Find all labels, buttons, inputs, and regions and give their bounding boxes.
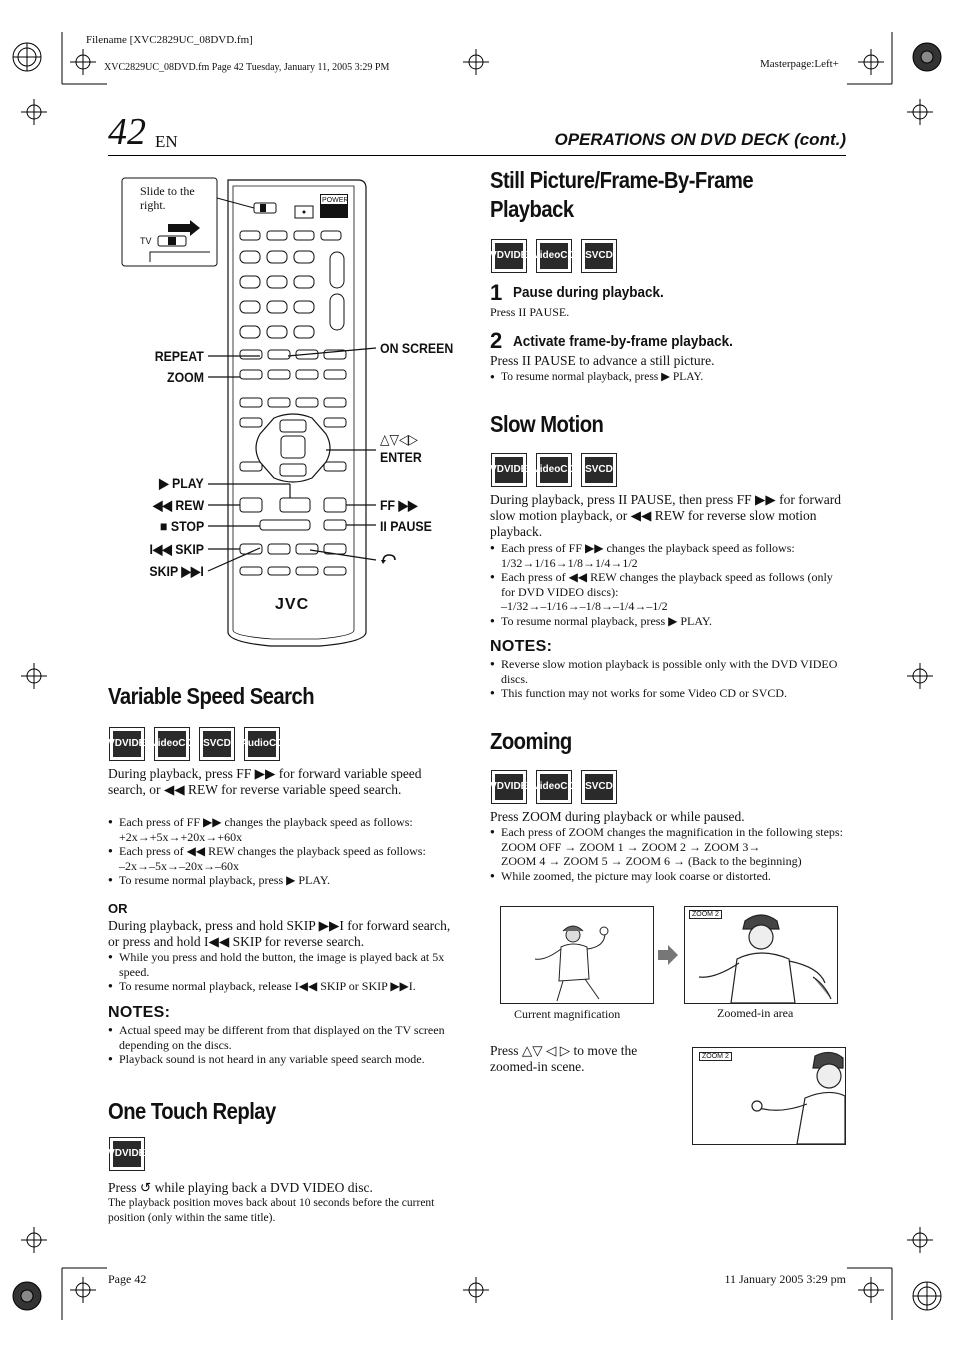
zoomed-in-image: [684, 906, 838, 1004]
step-1-text: Press II PAUSE.: [490, 305, 570, 319]
stop-label: ■ STOP: [159, 518, 204, 534]
notes-title: NOTES:: [490, 638, 553, 655]
arrow-right-icon: [656, 944, 680, 966]
variable-speed-intro2: During playback, press and hold SKIP ▶▶I for forward search, or press and hold I◀◀ SKIP for reverse search.: [108, 918, 451, 949]
arrow-keys-label: △▽◁▷: [380, 431, 418, 447]
pitcher-illustration: [501, 907, 653, 1003]
video-cd-badge: Video CD: [536, 239, 572, 273]
rew-label: ◀◀ REW: [152, 497, 204, 513]
crosshair-icon: [21, 1227, 47, 1253]
step-2-bullet: [490, 370, 703, 385]
bullet-item: ● Each press of FF ▶▶ changes the playback speed as follows:: [490, 541, 845, 556]
still-title-line1: Still Picture/Frame-By-Frame: [490, 167, 754, 193]
zoom-tag: ZOOM 2: [689, 910, 722, 919]
bullet-item: ● To resume normal playback, press ▶ PLAY.: [108, 873, 463, 888]
dvd-video-badge: DVD VIDEO: [109, 1137, 145, 1171]
crosshair-icon: [70, 49, 96, 75]
slow-motion-title: Slow Motion: [490, 411, 604, 437]
crosshair-icon: [907, 99, 933, 125]
file-info: XVC2829UC_08DVD.fm Page 42 Tuesday, January 11, 2005 3:29 PM: [104, 62, 390, 73]
variable-speed-bullets: [108, 815, 463, 888]
filename-label: Filename [XVC2829UC_08DVD.fm]: [86, 34, 253, 46]
note-item: ● Reverse slow motion playback is possible only with the DVD VIDEO discs.: [490, 657, 845, 686]
remote-brand: JVC: [275, 596, 310, 613]
zoom-label: ZOOM: [167, 369, 204, 385]
dvd-video-badge: DVD VIDEO: [109, 727, 145, 761]
enter-label: ENTER: [380, 449, 422, 465]
speed-sequence: 1/32→1/16→1/8→1/4→1/2: [501, 555, 638, 570]
notes-title: NOTES:: [108, 1004, 171, 1021]
step-2-number: 2: [490, 328, 503, 353]
one-touch-title: One Touch Replay: [108, 1098, 276, 1124]
footer-date: 11 January 2005 3:29 pm: [724, 1272, 846, 1286]
zoom-steps-line1: ZOOM OFF → ZOOM 1 → ZOOM 2 → ZOOM 3→: [501, 839, 761, 854]
bullet-item: ● Each press of ◀◀ REW changes the playback speed as follows:: [108, 844, 463, 859]
zoom-move-text: Press △▽ ◁ ▷ to move the zoomed-in scene.: [490, 1043, 638, 1074]
slow-motion-bullets: [490, 541, 845, 629]
moved-zoom-image: [692, 1047, 846, 1145]
svcd-badge: SVCD: [581, 453, 617, 487]
skip-back-label: I◀◀ SKIP: [149, 541, 204, 557]
variable-speed-intro: During playback, press FF ▶▶ for forward variable speed search, or ◀◀ REW for reverse variable speed search.: [108, 766, 422, 797]
header-rule: [108, 155, 846, 156]
or-label: OR: [108, 901, 128, 916]
crosshair-icon: [858, 49, 884, 75]
dvd-video-badge: DVD VIDEO: [491, 239, 527, 273]
corner-rosette-icon: [13, 43, 41, 71]
variable-speed-title: Variable Speed Search: [108, 683, 315, 709]
power-button-label: POWER: [322, 197, 349, 204]
corner-rosette-icon: [913, 1282, 941, 1310]
svcd-badge: SVCD: [581, 239, 617, 273]
step-1-number: 1: [490, 280, 503, 305]
svcd-badge: SVCD: [199, 727, 235, 761]
caption-zoomed: Zoomed-in area: [717, 1006, 794, 1020]
speed-sequence: +2x→+5x→+20x→+60x: [119, 829, 243, 844]
video-cd-badge: Video CD: [154, 727, 190, 761]
zoom-tag: ZOOM 2: [699, 1052, 732, 1061]
crosshair-icon: [70, 1277, 96, 1303]
bullet-item: ● Each press of ◀◀ REW changes the playback speed as follows (only for DVD VIDEO discs):: [490, 570, 845, 599]
slow-motion-notes: [490, 657, 845, 701]
tv-label: TV: [140, 236, 152, 246]
play-label: ▶ PLAY: [159, 475, 204, 491]
crosshair-icon: [463, 49, 489, 75]
footer-page: Page 42: [108, 1272, 147, 1286]
step-2-text: Press II PAUSE to advance a still picture.: [490, 353, 715, 368]
variable-speed-notes: [108, 1023, 463, 1067]
step-1-title: Pause during playback.: [513, 284, 664, 301]
pitcher-panned-illustration: [693, 1048, 845, 1144]
current-magnification-image: [500, 906, 654, 1004]
audio-cd-badge: Audio CD: [244, 727, 280, 761]
zooming-title: Zooming: [490, 728, 572, 754]
zooming-bullets: [490, 825, 845, 883]
one-touch-text: Press ↺ while playing back a DVD VIDEO disc.: [108, 1180, 373, 1195]
crosshair-icon: [463, 1277, 489, 1303]
note-item: ● Playback sound is not heard in any variable speed search mode.: [108, 1052, 463, 1067]
bullet-item: ● To resume normal playback, release I◀◀ SKIP or SKIP ▶▶I.: [108, 979, 463, 994]
dvd-video-badge: DVD VIDEO: [491, 770, 527, 804]
bullet-item: ● To resume normal playback, press ▶ PLAY.: [490, 614, 845, 629]
pause-label: II PAUSE: [380, 518, 432, 534]
masterpage-label: Masterpage:Left+: [760, 58, 839, 70]
svcd-badge: SVCD: [581, 770, 617, 804]
crosshair-icon: [21, 663, 47, 689]
note-item: ● This function may not works for some Video CD or SVCD.: [490, 686, 845, 701]
speed-sequence: –2x→–5x→–20x→–60x: [119, 858, 239, 873]
skip-forward-label: SKIP ▶▶I: [149, 563, 204, 579]
replay-icon: [380, 552, 398, 566]
page-lang: EN: [155, 132, 178, 151]
variable-speed-bullets2: [108, 950, 463, 994]
bullet-item: ● While you press and hold the button, the image is played back at 5x speed.: [108, 950, 463, 979]
zoom-steps-line2: ZOOM 4 → ZOOM 5 → ZOOM 6 → (Back to the beginning): [501, 854, 802, 869]
page-number: 42: [108, 111, 146, 153]
section-title: OPERATIONS ON DVD DECK (cont.): [554, 130, 846, 149]
note-item: ● Actual speed may be different from that displayed on the TV screen depending on the discs.: [108, 1023, 463, 1052]
remote-callout: Slide to the right.: [140, 184, 195, 212]
slow-motion-intro: During playback, press II PAUSE, then press FF ▶▶ for forward slow motion playback, or ◀◀ REW for reverse slow motion playback.: [490, 492, 841, 539]
one-touch-detail: The playback position moves back about 10 seconds before the current position (only within the same title).: [108, 1197, 435, 1224]
ff-label: FF ▶▶: [380, 497, 418, 513]
pitcher-zoomed-illustration: [685, 907, 837, 1003]
corner-rosette-icon: [913, 43, 941, 71]
corner-rosette-icon: [13, 1282, 41, 1310]
crosshair-icon: [21, 99, 47, 125]
caption-current: Current magnification: [514, 1007, 621, 1021]
zooming-intro: Press ZOOM during playback or while paused.: [490, 809, 745, 824]
bullet-item: ● While zoomed, the picture may look coarse or distorted.: [490, 869, 845, 884]
repeat-label: REPEAT: [154, 348, 204, 364]
dvd-video-badge: DVD VIDEO: [491, 453, 527, 487]
remote-illustration: [120, 172, 470, 662]
video-cd-badge: Video CD: [536, 453, 572, 487]
crosshair-icon: [907, 1227, 933, 1253]
bullet-item: ● Each press of ZOOM changes the magnification in the following steps:: [490, 825, 845, 840]
crosshair-icon: [907, 663, 933, 689]
speed-sequence: –1/32→–1/16→–1/8→–1/4→–1/2: [501, 599, 668, 614]
bullet-item: ● Each press of FF ▶▶ changes the playback speed as follows:: [108, 815, 463, 830]
still-title-line2: Playback: [490, 196, 574, 222]
bullet-item: ● To resume normal playback, press ▶ PLAY.: [490, 370, 703, 385]
on-screen-label: ON SCREEN: [380, 340, 454, 356]
step-2-title: Activate frame-by-frame playback.: [513, 333, 733, 350]
crosshair-icon: [858, 1277, 884, 1303]
video-cd-badge: Video CD: [536, 770, 572, 804]
